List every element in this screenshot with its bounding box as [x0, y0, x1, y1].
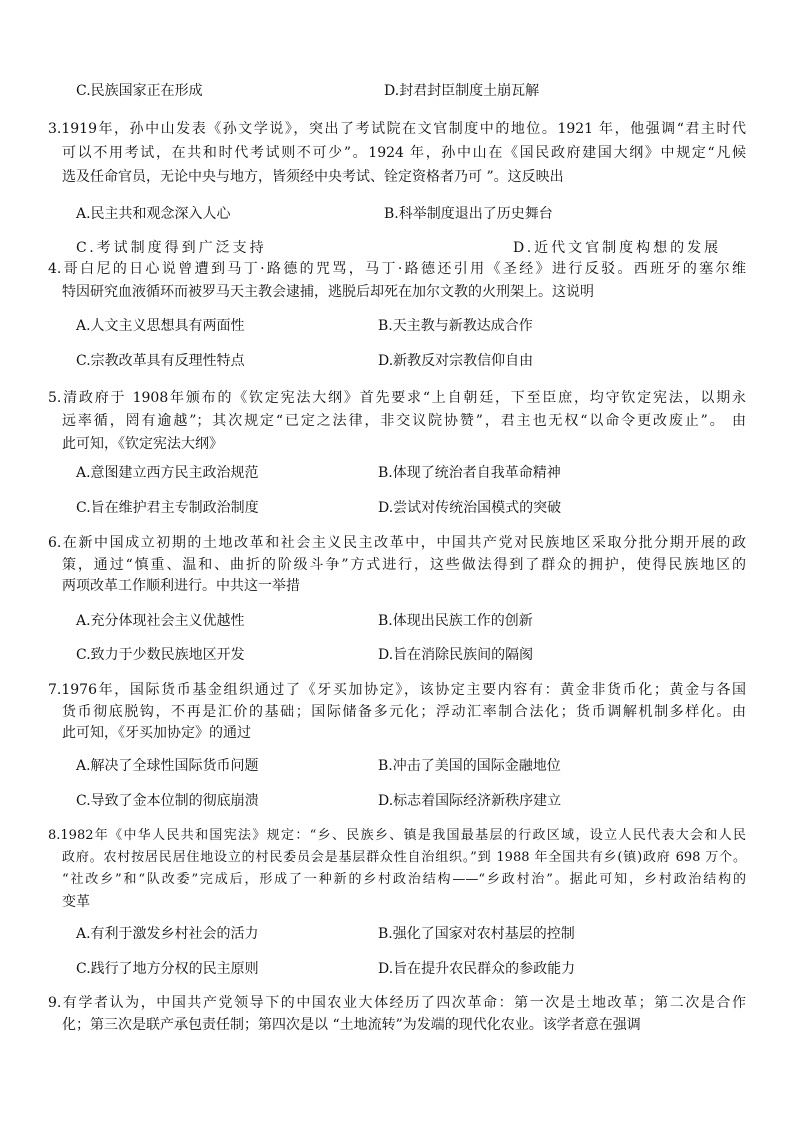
q4-option-a[interactable]: A.人文主义思想具有两面性	[76, 318, 245, 334]
q6-option-a[interactable]: A.充分体现社会主义优越性	[76, 613, 245, 629]
q7-stem-line-1: 7.1976年，国际货币基金组织通过了《牙买加协定》，该协定主要内容有：黄金非货币化；黄金与各国	[48, 682, 746, 698]
q3-stem-line-3: 选及任命官员，无论中央与地方，皆须经中央考试、铨定资格者乃可 ”。这反映出	[62, 169, 564, 185]
q5-option-a[interactable]: A.意图建立西方民主政治规范	[76, 465, 259, 481]
q3-option-b[interactable]: B.科举制度退出了历史舞台	[384, 206, 553, 222]
q7-option-c[interactable]: C.导致了金本位制的彻底崩溃	[76, 793, 259, 809]
q8-stem-line-3: “社改乡”和“队改委”完成后，形成了一种新的乡村政治结构——“乡政村治”。据此可知，乡村政治结构的	[62, 872, 746, 887]
q8-option-b[interactable]: B.强化了国家对农村基层的控制	[378, 926, 575, 942]
q4-stem-line-2: 特因研究血液循环而被罗马天主教会逮捕，逃脱后却死在加尔文教的火刑架上。这说明	[62, 284, 594, 300]
q8-stem-line-4: 变革	[62, 894, 90, 910]
q6-option-b[interactable]: B.体现出民族工作的创新	[378, 613, 533, 629]
q3-option-d[interactable]: D.近代文官制度构想的发展	[513, 240, 722, 256]
q7-stem-line-2: 货币彻底脱钩，不再是汇价的基础；国际储备多元化；浮动汇率制合法化；货币调解机制多样化。由	[62, 704, 746, 720]
q5-option-c[interactable]: C.旨在维护君主专制政治制度	[76, 500, 259, 516]
q5-stem-line-3: 此可知，《钦定宪法大纲》	[62, 436, 223, 452]
q4-option-b[interactable]: B.天主教与新教达成合作	[378, 318, 533, 334]
q8-option-d[interactable]: D.旨在提升农民群众的参政能力	[378, 961, 576, 977]
q4-option-c[interactable]: C.宗教改革具有反理性特点	[76, 353, 245, 369]
q6-option-d[interactable]: D.旨在消除民族间的隔阂	[378, 647, 534, 663]
q6-stem-line-2: 策，通过“慎重、温和、曲折的阶级斗争”方式进行，这些做法得到了群众的拥护，使得民族地区的	[62, 557, 746, 573]
q3-option-a[interactable]: A.民主共和观念深入人心	[76, 206, 231, 222]
q2-option-c[interactable]: C.民族国家正在形成	[76, 83, 203, 99]
q8-option-a[interactable]: A.有利于激发乡村社会的活力	[76, 926, 259, 942]
q3-stem-line-1: 3.1919年，孙中山发表《孙文学说》，突出了考试院在文官制度中的地位。1921 年，他强调“君主时代	[48, 121, 746, 137]
q8-stem-line-1: 8.1982年《中华人民共和国宪法》规定：“乡、民族乡、镇是我国最基层的行政区域，设立人民代表大会和人民	[48, 828, 746, 843]
q8-stem-line-2: 政府。农村按居民居住地设立的村民委员会是基层群众性自治组织。”到 1988 年全国共有乡(镇)政府 698 万个。	[62, 850, 746, 865]
q3-option-c[interactable]: C.考试制度得到广泛支持	[76, 240, 267, 256]
q7-option-d[interactable]: D.标志着国际经济新秩序建立	[378, 793, 562, 809]
q5-stem-line-2: 远率循，罔有逾越”；其次规定“已定之法律，非交议院协赞”，君主也无权“以命令更改废止”。 由	[62, 413, 746, 429]
q6-stem-line-3: 两项改革工作顺利进行。中共这一举措	[62, 578, 300, 594]
q8-option-c[interactable]: C.践行了地方分权的民主原则	[76, 961, 259, 977]
q5-option-b[interactable]: B.体现了统治者自我革命精神	[378, 465, 561, 481]
q7-stem-line-3: 此可知，《牙买加协定》的通过	[62, 725, 251, 741]
q6-stem-line-1: 6.在新中国成立初期的土地改革和社会主义民主改革中，中国共产党对民族地区采取分批分期开展的政	[48, 535, 746, 551]
q9-stem-line-2: 化；第三次是联产承包责任制；第四次是以 “土地流转”为发端的现代化农业。该学者意在强调	[62, 1017, 641, 1033]
q2-option-d[interactable]: D.封君封臣制度土崩瓦解	[384, 83, 540, 99]
q3-stem-line-2: 可以不用考试，在共和时代考试则不可少”。1924 年，孙中山在《国民政府建国大纲》中规定“凡候	[62, 145, 746, 161]
q4-stem-line-1: 4.哥白尼的日心说曾遭到马丁·路德的咒骂，马丁·路德还引用《圣经》进行反驳。西班牙的塞尔维	[48, 261, 746, 277]
q5-stem-line-1: 5.清政府于 1908年颁布的《钦定宪法大纲》首先要求“上自朝廷，下至臣庶，均守钦定宪法，以期永	[48, 390, 746, 406]
q5-option-d[interactable]: D.尝试对传统治国模式的突破	[378, 500, 562, 516]
q4-option-d[interactable]: D.新教反对宗教信仰自由	[378, 353, 534, 369]
q7-option-a[interactable]: A.解决了全球性国际货币问题	[76, 758, 259, 774]
q9-stem-line-1: 9.有学者认为，中国共产党领导下的中国农业大体经历了四次革命：第一次是土地改革；第二次是合作	[48, 995, 746, 1011]
q7-option-b[interactable]: B.冲击了美国的国际金融地位	[378, 758, 561, 774]
q6-option-c[interactable]: C.致力于少数民族地区开发	[76, 647, 245, 663]
